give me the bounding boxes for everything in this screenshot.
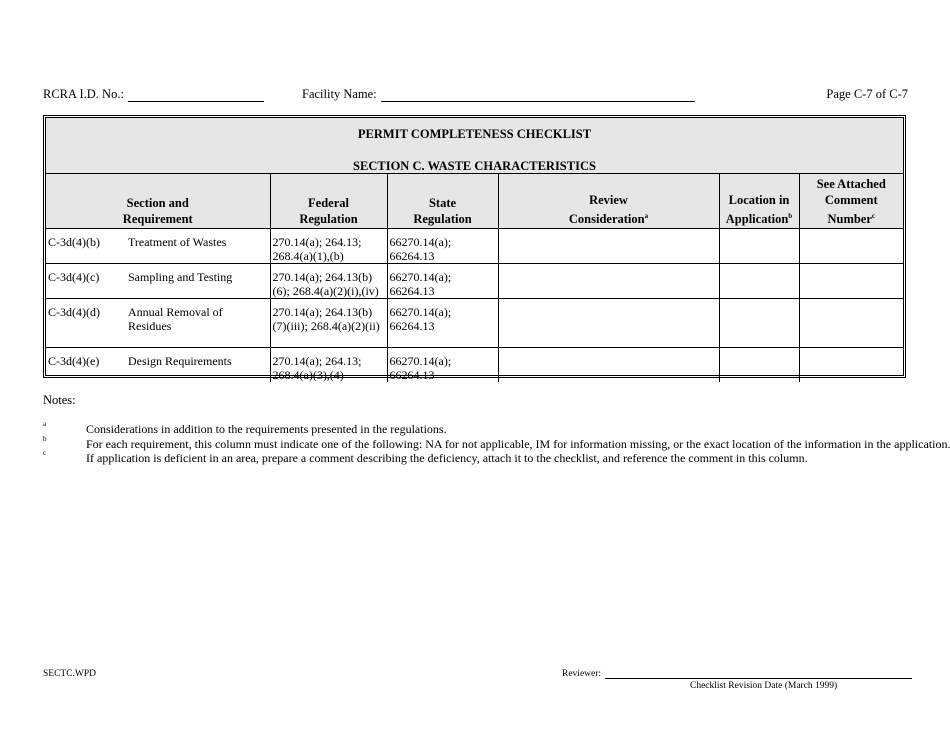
section-requirement-cell: C-3d(4)(d) Annual Removal of Residues [46,299,270,348]
state-regulation-cell: 66270.14(a); 66264.13 [387,348,498,383]
table-row [46,348,903,383]
review-consideration-cell[interactable] [498,299,719,348]
comment-number-cell[interactable] [799,299,903,348]
note-text: If application is deficient in an area, prepare a comment describing the deficiency, attach it to the checklist, and reference the comment in this column. [86,451,808,465]
table-row [46,299,903,348]
col-location-in-application: Location in Application$^b$ [719,174,799,229]
location-cell[interactable] [719,264,799,299]
col-state-regulation: State Regulation [387,174,498,229]
review-consideration-cell[interactable] [498,229,719,264]
comment-number-cell[interactable] [799,264,903,299]
state-regulation-cell: 66270.14(a); 66264.13 [387,229,498,264]
table-header-row [46,174,903,229]
notes-label: Notes: [43,393,76,407]
location-cell[interactable] [719,299,799,348]
note-marker: a [43,420,47,428]
revision-date: Checklist Revision Date (March 1999) [690,681,838,691]
state-regulation-cell: 66270.14(a); 66264.13 [387,299,498,348]
location-cell[interactable] [719,348,799,383]
federal-regulation-cell: 270.14(a); 264.13; 268.4(a)(3),(4) [270,348,387,383]
section-title: SECTION C. WASTE CHARACTERISTICS [353,159,596,173]
section-requirement-cell: C-3d(4)(c) Sampling and Testing [46,264,270,299]
checklist-table [46,173,903,382]
col-comment-number: See Attached Comment Number$^c$ [799,174,903,229]
rcra-id-label: RCRA I.D. No.: [43,87,124,101]
federal-regulation-cell: 270.14(a); 264.13(b)(7)(iii); 268.4(a)(2)(ii) [270,299,387,348]
comment-number-cell[interactable] [799,348,903,383]
col-section-requirement: Section and Requirement [46,174,270,229]
checklist-table-frame [43,115,906,382]
col-federal-regulation: Federal Regulation [270,174,387,229]
location-cell[interactable] [719,229,799,264]
page-number: Page C-7 of C-7 [826,87,908,101]
rcra-id-line [128,89,264,102]
note-text: For each requirement, this column must indicate one of the following: NA for not applicable, IM for information missing, or the exact location of the information in the application. [86,437,950,451]
comment-number-cell[interactable] [799,229,903,264]
rcra-id-field [43,87,264,102]
federal-regulation-cell: 270.14(a); 264.13(b)(6); 268.4(a)(2)(i),(iv) [270,264,387,299]
reviewer-label: Reviewer: [562,669,602,679]
facility-name-field [302,87,695,102]
state-regulation-cell: 66270.14(a); 66264.13 [387,264,498,299]
note-marker: b [43,435,47,443]
review-consideration-cell[interactable] [498,264,719,299]
reviewer-field [562,669,912,679]
table-row [46,264,903,299]
note-text: Considerations in addition to the requirements presented in the regulations. [86,422,447,436]
title-band [46,118,903,174]
federal-regulation-cell: 270.14(a); 264.13; 268.4(a)(1),(b) [270,229,387,264]
checklist-title: PERMIT COMPLETENESS CHECKLIST [357,127,592,141]
facility-name-line [381,89,695,102]
section-requirement-cell: C-3d(4)(e) Design Requirements [46,348,270,383]
table-row [46,229,903,264]
file-name: SECTC.WPD [43,669,97,679]
note-marker: c [43,449,47,457]
facility-name-label: Facility Name: [302,87,377,101]
reviewer-line [605,669,912,679]
review-consideration-cell[interactable] [498,348,719,383]
section-requirement-cell: C-3d(4)(b) Treatment of Wastes [46,229,270,264]
col-review-consideration: Review Consideration$^a$ [498,174,719,229]
